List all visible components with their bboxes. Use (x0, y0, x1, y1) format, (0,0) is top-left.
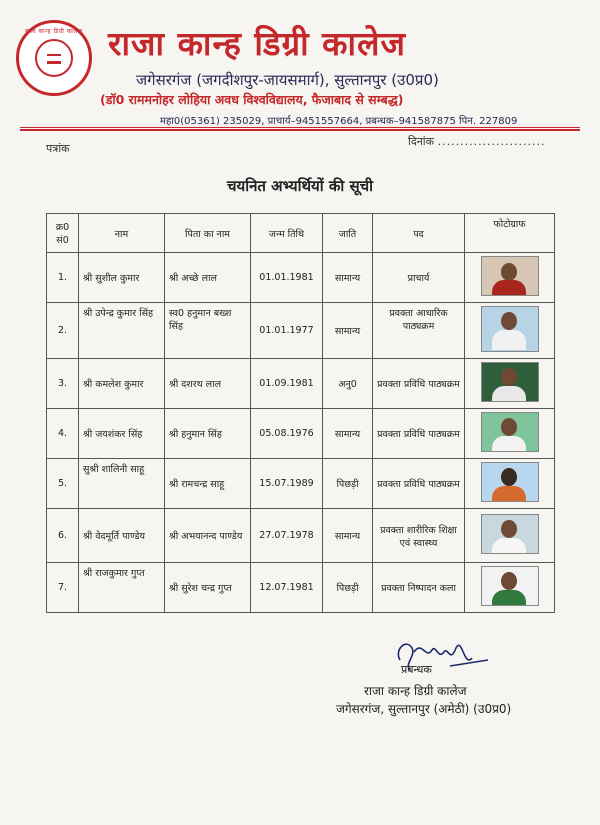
cell-post: प्रवक्ता प्रविधि पाठ्यक्रम (373, 409, 465, 459)
cell-post: प्राचार्य (373, 253, 465, 303)
cell-father: स्व0 हनुमान बख्श सिंह (165, 303, 251, 359)
cell-name: सुश्री शालिनी साहू (79, 459, 165, 509)
cell-sr: 2. (47, 303, 79, 359)
cell-father: श्री हनुमान सिंह (165, 409, 251, 459)
selected-candidates-table (46, 213, 555, 613)
col-header-dob: जन्म तिथि (251, 214, 323, 253)
col-header-father: पिता का नाम (165, 214, 251, 253)
cell-name: श्री जयशंकर सिंह (79, 409, 165, 459)
cell-photo (465, 459, 555, 509)
dinank-label: दिनांक (408, 135, 435, 148)
cell-category: अनु0 (323, 359, 373, 409)
table-row (47, 303, 555, 359)
college-address: जगेसरगंज (जगदीशपुर-जायसमार्ग), सुल्तानपुर (उ0प्र0) (136, 71, 439, 89)
cell-sr: 4. (47, 409, 79, 459)
cell-dob: 27.07.1978 (251, 509, 323, 563)
col-header-name: नाम (79, 214, 165, 253)
contact-line: महा0(05361) 235029, प्राचार्य–9451557664, प्रबन्धक–941587875 पिन. 227809 (160, 116, 518, 127)
portrait-photo-icon (481, 256, 539, 296)
signatory-address: जगेसरगंज, सुल्तानपुर (अमेठी) (उ0प्र0) (336, 702, 512, 716)
portrait-photo-icon (481, 412, 539, 452)
cell-name: श्री वेदमूर्ति पाण्डेय (79, 509, 165, 563)
cell-category: सामान्य (323, 253, 373, 303)
cell-dob: 05.08.1976 (251, 409, 323, 459)
seal-inner-ring (35, 39, 73, 77)
cell-sr: 5. (47, 459, 79, 509)
col-header-category: जाति (323, 214, 373, 253)
cell-category: सामान्य (323, 303, 373, 359)
table-row (47, 359, 555, 409)
college-seal-logo (16, 20, 92, 96)
portrait-photo-icon (481, 514, 539, 554)
college-affiliation: (डॉ0 राममनोहर लोहिया अवध विश्वविद्यालय, फैजाबाद से सम्बद्ध) (100, 92, 404, 107)
cell-photo (465, 253, 555, 303)
patrank-label: पत्रांक (46, 142, 70, 155)
table-row (47, 509, 555, 563)
cell-photo (465, 509, 555, 563)
cell-name: श्री कमलेश कुमार (79, 359, 165, 409)
cell-sr: 6. (47, 509, 79, 563)
col-header-post: पद (373, 214, 465, 253)
cell-dob: 15.07.1989 (251, 459, 323, 509)
cell-father: श्री रामचन्द्र साहू (165, 459, 251, 509)
cell-name: श्री राजकुमार गुप्त (79, 563, 165, 613)
cell-post: प्रवक्ता प्रविधि पाठ्यक्रम (373, 359, 465, 409)
table-header-row (47, 214, 555, 253)
cell-category: पिछड़ी (323, 459, 373, 509)
col-header-sr: क्र0 सं0 (47, 214, 79, 253)
table-row (47, 459, 555, 509)
cell-category: सामान्य (323, 409, 373, 459)
cell-photo (465, 303, 555, 359)
table-row (47, 563, 555, 613)
cell-dob: 01.01.1981 (251, 253, 323, 303)
cell-dob: 01.09.1981 (251, 359, 323, 409)
portrait-photo-icon (481, 462, 539, 502)
cell-name: श्री सुशील कुमार (79, 253, 165, 303)
cell-father: श्री दशरथ लाल (165, 359, 251, 409)
cell-father: श्री अच्छे लाल (165, 253, 251, 303)
cell-sr: 7. (47, 563, 79, 613)
signatory-role: प्रबन्धक (401, 663, 432, 676)
dinank-blank: ........................ (437, 135, 546, 148)
cell-dob: 01.01.1977 (251, 303, 323, 359)
cell-photo (465, 359, 555, 409)
table-row (47, 409, 555, 459)
cell-category: सामान्य (323, 509, 373, 563)
cell-dob: 12.07.1981 (251, 563, 323, 613)
signatory-college: राजा कान्ह डिग्री कालेज (364, 684, 467, 698)
cell-post: प्रवक्ता शारीरिक शिक्षा एवं स्वास्थ्य (373, 509, 465, 563)
portrait-photo-icon (481, 566, 539, 606)
cell-photo (465, 563, 555, 613)
cell-category: पिछड़ी (323, 563, 373, 613)
cell-photo (465, 409, 555, 459)
portrait-photo-icon (481, 306, 539, 352)
cell-post: प्रवक्ता आधारिक पाठ्यक्रम (373, 303, 465, 359)
seal-ring-text: राजा कान्ह डिग्री कालेज (25, 28, 83, 35)
table-row (47, 253, 555, 303)
cell-sr: 3. (47, 359, 79, 409)
page-title: चयनित अभ्यर्थियों की सूची (226, 177, 374, 195)
college-name-heading: राजा कान्ह डिग्री कालेज (108, 24, 406, 63)
cell-sr: 1. (47, 253, 79, 303)
cell-post: प्रवक्ता निष्पादन कला (373, 563, 465, 613)
cell-name: श्री उपेन्द्र कुमार सिंह (79, 303, 165, 359)
cell-father: श्री अभयानन्द पाण्डेय (165, 509, 251, 563)
book-icon (47, 54, 61, 64)
dinank-field (408, 134, 546, 149)
cell-post: प्रवक्ता प्रविधि पाठ्यक्रम (373, 459, 465, 509)
portrait-photo-icon (481, 362, 539, 402)
col-header-photo: फोटोग्राफ (465, 214, 555, 253)
letterhead-rule-thin (20, 127, 580, 128)
cell-father: श्री सुरेश चन्द्र गुप्त (165, 563, 251, 613)
letterhead-rule-thick (20, 129, 580, 131)
